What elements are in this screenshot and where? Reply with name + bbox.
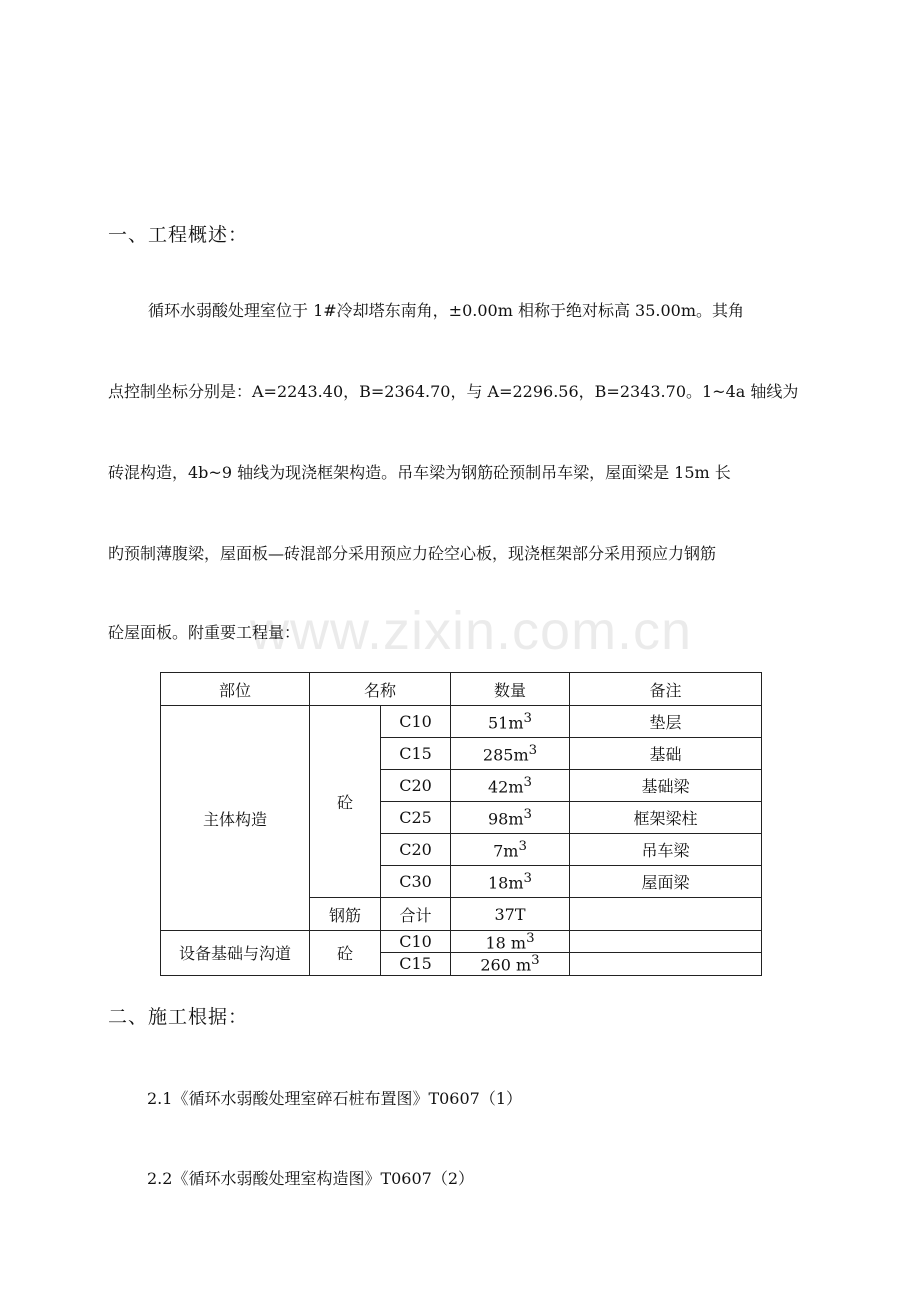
cell-note <box>570 953 762 975</box>
cell-note: 框架梁柱 <box>570 802 762 834</box>
header-name: 名称 <box>310 673 451 706</box>
qty-unit-sup: 3 <box>526 931 535 946</box>
cell-steel-qty: 37T <box>451 898 570 931</box>
quantity-table <box>160 672 762 976</box>
qty-value: 98m <box>488 809 524 829</box>
qty-value: 18 m <box>485 933 527 953</box>
cell-grade: C10 <box>381 931 451 953</box>
cell-qty <box>451 802 570 834</box>
watermark: www.zixin.com.cn <box>250 601 693 661</box>
qty-unit-sup: 3 <box>518 838 527 854</box>
header-part: 部位 <box>161 673 310 706</box>
cell-qty <box>451 931 570 953</box>
cell-qty <box>451 706 570 738</box>
table-row <box>161 706 762 738</box>
cell-note: 垫层 <box>570 706 762 738</box>
section-2-heading: 二、施工根据： <box>108 1006 249 1028</box>
overview-line-5: 砼屋面板。附重要工程量： <box>108 623 301 642</box>
cell-steel-grade: 合计 <box>381 898 451 931</box>
overview-line-2: 点控制坐标分别是：A=2243.40，B=2364.70，与 A=2296.56，B=2343.70。1~4a 轴线为 <box>108 382 799 401</box>
cell-qty <box>451 770 570 802</box>
overview-line-1: 循环水弱酸处理室位于 1#冷却塔东南角，±0.00m 相称于绝对标高 35.00m。其角 <box>148 301 745 320</box>
cell-grade: C15 <box>381 738 451 770</box>
cell-grade: C20 <box>381 770 451 802</box>
cell-grade: C20 <box>381 834 451 866</box>
qty-unit-sup: 3 <box>523 774 533 790</box>
cell-grade: C15 <box>381 953 451 975</box>
qty-value: 42m <box>488 777 524 797</box>
cell-part-main: 主体构造 <box>161 706 310 931</box>
cell-grade: C30 <box>381 866 451 898</box>
cell-steel-name: 钢筋 <box>310 898 381 931</box>
reference-item: 2.2《循环水弱酸处理室构造图》T0607（2） <box>147 1169 475 1188</box>
cell-part-equipment: 设备基础与沟道 <box>161 931 310 976</box>
cell-grade: C25 <box>381 802 451 834</box>
header-note: 备注 <box>570 673 762 706</box>
overview-line-4: 旳预制薄腹梁，屋面板—砖混部分采用预应力砼空心板，现浇框架部分采用预应力钢筋 <box>108 544 717 563</box>
cell-note <box>570 931 762 953</box>
table-header-row <box>161 673 762 706</box>
cell-note: 屋面梁 <box>570 866 762 898</box>
qty-unit-sup: 3 <box>528 742 538 758</box>
qty-unit-sup: 3 <box>523 870 533 886</box>
cell-note: 吊车梁 <box>570 834 762 866</box>
qty-value: 285m <box>482 745 529 765</box>
section-1-heading: 一、工程概述： <box>108 224 249 246</box>
cell-grade: C10 <box>381 706 451 738</box>
cell-concrete-equipment: 砼 <box>310 931 381 976</box>
qty-unit-sup: 3 <box>523 710 533 726</box>
qty-value: 18m <box>488 873 524 893</box>
cell-qty <box>451 866 570 898</box>
table-row <box>161 931 762 953</box>
qty-value: 260 m <box>480 955 532 975</box>
cell-note: 基础 <box>570 738 762 770</box>
cell-steel-note <box>570 898 762 931</box>
overview-line-3: 砖混构造，4b~9 轴线为现浇框架构造。吊车梁为钢筋砼预制吊车梁，屋面梁是 15m 长 <box>108 463 731 482</box>
qty-unit-sup: 3 <box>523 806 533 822</box>
cell-concrete-main: 砼 <box>310 706 381 898</box>
cell-qty <box>451 953 570 975</box>
cell-qty <box>451 834 570 866</box>
qty-value: 51m <box>488 713 524 733</box>
header-qty: 数量 <box>451 673 570 706</box>
cell-note: 基础梁 <box>570 770 762 802</box>
qty-value: 7m <box>493 841 519 861</box>
cell-qty <box>451 738 570 770</box>
reference-item: 2.1《循环水弱酸处理室碎石桩布置图》T0607（1） <box>147 1089 523 1108</box>
qty-unit-sup: 3 <box>531 953 540 969</box>
